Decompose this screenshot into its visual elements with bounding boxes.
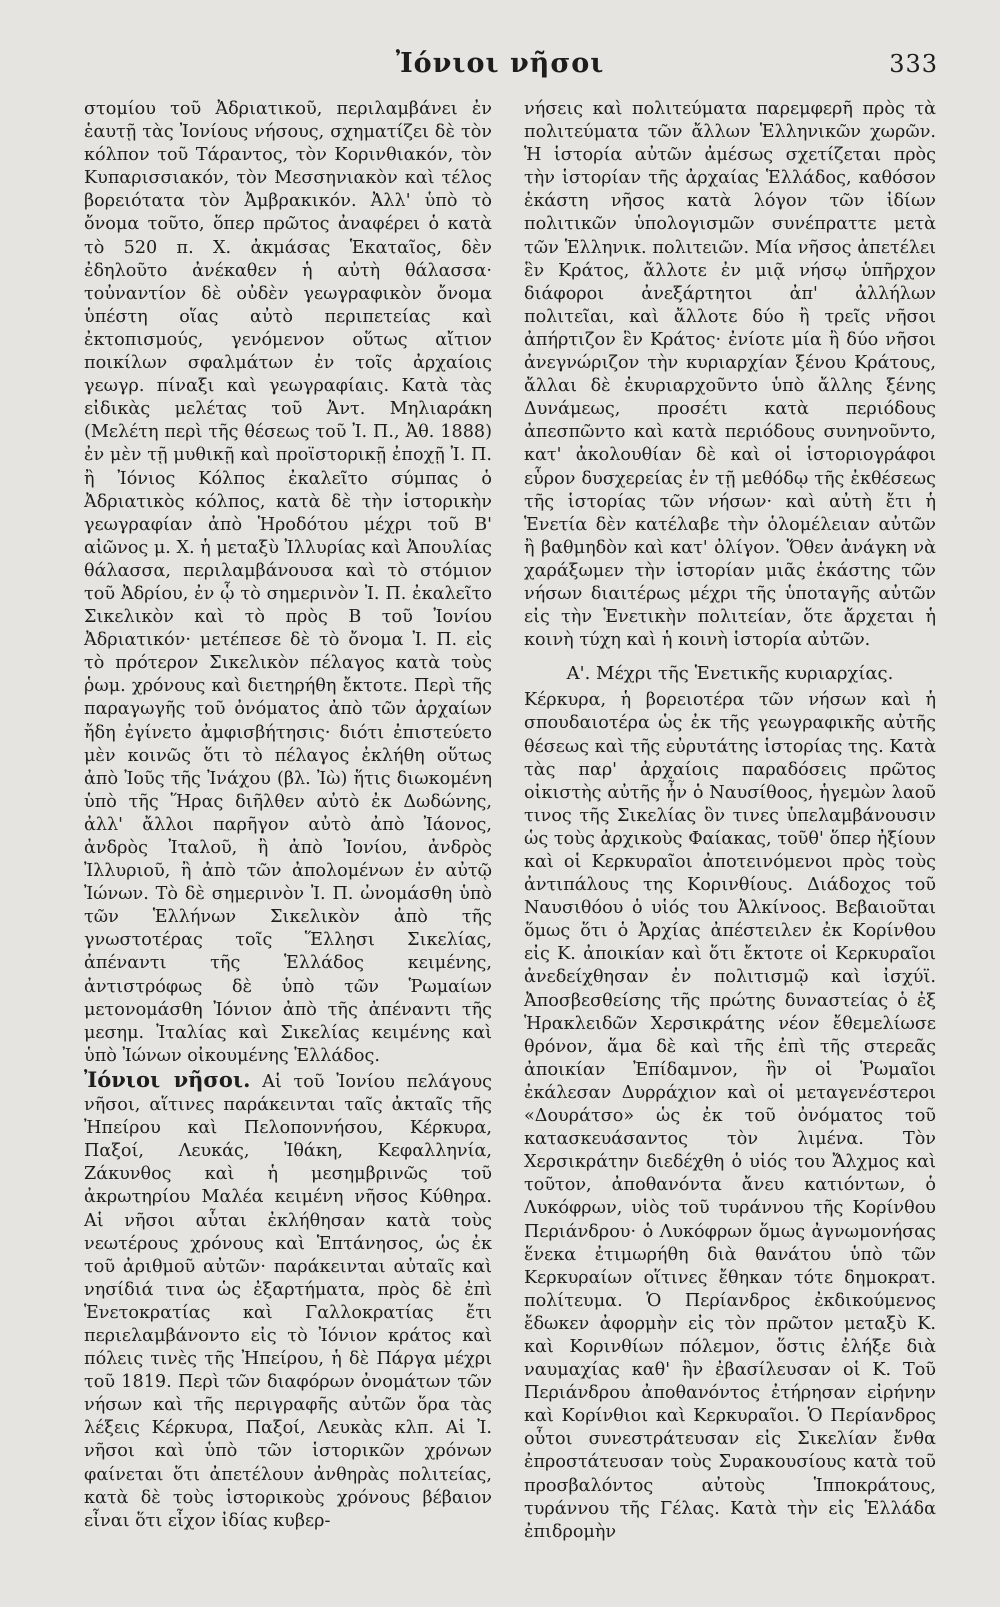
paragraph-ionian-islands: [84, 1068, 492, 1533]
page-number: 333: [889, 50, 938, 78]
entry-headword: Ἰόνιοι νῆσοι.: [84, 1066, 251, 1092]
entry-body: Αἱ τοῦ Ἰονίου πελάγους νῆσοι, αἵτινες παράκεινται ταῖς ἀκταῖς τῆς Ἠπείρου καὶ Πελοποννήσου, Κέρκυρα, Παξοί, Λευκάς, Ἰθάκη, Κεφαλληνία, Ζάκυνθος καὶ ἡ μεσημβρινῶς τοῦ ἀκρωτηρίου Μαλέα κειμένη νῆσος Κύθηρα. Αἱ νῆσοι αὗται ἐκλήθησαν κατὰ τοὺς νεωτέρους χρόνους καὶ Ἑπτάνησος, ὡς ἐκ τοῦ ἀριθμοῦ αὐτῶν· παράκεινται αὐταῖς καὶ νησίδιά τινα ὡς ἐξαρτήματα, πρὸς δὲ ἐπὶ Ἑνετοκρατίας καὶ Γαλλοκρατίας ἔτι περιελαμβάνοντο εἰς τὸ Ἰόνιον κράτος καὶ πόλεις τινὲς τῆς Ἠπείρου, ἡ δὲ Πάργα μέχρι τοῦ 1819. Περὶ τῶν διαφόρων ὀνομάτων τῶν νήσων καὶ τῆς περιγραφῆς αὐτῶν ὅρα τὰς λέξεις Κέρκυρα, Παξοί, Λευκὰς κλπ. Αἱ Ἰ. νῆσοι καὶ ὑπὸ τῶν ἱστορικῶν χρόνων φαίνεται ὅτι ἀπετέλουν ἀνθηρὰς πολιτείας, κατὰ δὲ τοὺς ἱστορικοὺς χρόνους βέβαιον εἶναι ὅτι εἶχον ἰδίας κυβερ-: [84, 1071, 492, 1531]
paragraph-history-intro: νήσεις καὶ πολιτεύματα παρεμφερῆ πρὸς τὰ πολιτεύματα τῶν ἄλλων Ἑλληνικῶν χωρῶν. Ἡ ἱστορία αὐτῶν ἀμέσως σχετίζεται πρὸς τὴν ἱστορίαν τῆς ἀρχαίας Ἑλλάδος, καθόσον ἑκάστη νῆσος κατὰ λόγον τῶν ἰδίων πολιτικῶν ὑπολογισμῶν συνέπραττε μετὰ τῶν Ἑλληνικ. πολιτειῶν. Μία νῆσος ἀπετέλει ἓν Κράτος, ἄλλοτε ἐν μιᾷ νήσῳ ὑπῆρχον διάφοροι ἀνεξάρτητοι ἀπ' ἀλλήλων πολιτεῖαι, καὶ ἄλλοτε δύο ἢ τρεῖς νῆσοι ἀπήρτιζον ἓν Κράτος· ἐνίοτε μία ἢ δύο νῆσοι ἀνεγνώριζον τὴν κυριαρχίαν ξένου Κράτους, ἄλλαι δὲ ἐκυριαρχοῦντο ὑπὸ ἄλλης ξένης Δυνάμεως, προσέτι κατὰ περιόδους ἀπεσπῶντο καὶ κατὰ περιόδους συνηνοῦντο, κατ' ἀκολουθίαν δὲ καὶ οἱ ἱστοριογράφοι εὗρον δυσχερείας ἐν τῇ μεθόδῳ τῆς ἐκθέσεως τῆς ἱστορίας τῶν νήσων· καὶ αὐτὴ ἔτι ἡ Ἑνετία δὲν κατέλαβε τὴν ὁλομέλειαν αὐτῶν ἢ βαθμηδὸν καὶ κατ' ὀλίγον. Ὅθεν ἀνάγκη νὰ χαράξωμεν τὴν ἱστορίαν μιᾶς ἑκάστης τῶν νήσων διαιτέρως μέχρι τῆς ὑποταγῆς αὐτῶν εἰς τὴν Ἑνετικὴν πολιτείαν, ὅτε ἄρχεται ἡ κοινὴ τύχη καὶ ἡ κοινὴ ἱστορία αὐτῶν.: [524, 99, 936, 651]
running-head: [0, 48, 1000, 88]
section-heading: Α'. Μέχρι τῆς Ἑνετικῆς κυριαρχίας.: [566, 663, 894, 685]
right-column: [524, 98, 936, 1544]
running-title: Ἰόνιοι νῆσοι: [395, 48, 605, 79]
left-column: [84, 98, 492, 1533]
paragraph-ionian-sea: στομίου τοῦ Ἀδριατικοῦ, περιλαμβάνει ἐν ἑαυτῇ τὰς Ἰονίους νήσους, σχηματίζει δὲ τὸν κόλπον τοῦ Τάραντος, τὸν Κορινθιακόν, τὸν Κυπαρισσιακόν, τὸν Μεσσηνιακὸν καὶ τέλος βορειότατα τὸν Ἀμβρακικόν. Ἀλλ' ὑπὸ τὸ ὄνομα τοῦτο, ὅπερ πρῶτος ἀναφέρει ὁ κατὰ τὸ 520 π. Χ. ἀκμάσας Ἑκαταῖος, δὲν ἐδηλοῦτο ἀνέκαθεν ἡ αὐτὴ θάλασσα· τοὐναντίον δὲ οὐδὲν γεωγραφικὸν ὄνομα ὑπέστη οἵας αὐτὸ περιπετείας καὶ ἐκτοπισμούς, γενόμενον οὕτως αἴτιον ποικίλων σφαλμάτων ἐν τοῖς ἀρχαίοις γεωγρ. πίναξι καὶ γεωγραφίαις. Κατὰ τὰς εἰδικὰς μελέτας τοῦ Ἀντ. Μηλιαράκη (Μελέτη περὶ τῆς θέσεως τοῦ Ἰ. Π., Ἀθ. 1888) ἐν μὲν τῇ μυθικῇ καὶ προϊστορικῇ ἐποχῇ Ἰ. Π. ἢ Ἰόνιος Κόλπος ἐκαλεῖτο σύμπας ὁ Ἀδριατικὸς κόλπος, κατὰ δὲ τὴν ἱστορικὴν γεωγραφίαν ἀπὸ Ἡροδότου μέχρι τοῦ Β' αἰῶνος μ. Χ. ἡ μεταξὺ Ἰλλυρίας καὶ Ἀπουλίας θάλασσα, περιλαμβάνουσα καὶ τὸ στόμιον τοῦ Ἀδρίου, ἐν ᾧ τὸ σημερινὸν Ἰ. Π. ἐκαλεῖτο Σικελικὸν καὶ τὸ πρὸς Β τοῦ Ἰονίου Ἀδριατικόν· μετέπεσε δὲ τὸ ὄνομα Ἰ. Π. εἰς τὸ πρότερον Σικελικὸν πέλαγος κατὰ τοὺς ῥωμ. χρόνους καὶ διετηρήθη ἔκτοτε. Περὶ τῆς παραγωγῆς τοῦ ὀνόματος ἀπὸ τῶν ἀρχαίων ἤδη ἐγίνετο ἀμφισβήτησις· διότι ἐπιστεύετο μὲν κοινῶς ὅτι τὸ πέλαγος ἐκλήθη οὕτως ἀπὸ Ἰοῦς τῆς Ἰνάχου (βλ. Ἰὼ) ἥτις διωκομένη ὑπὸ τῆς Ἥρας διῆλθεν αὐτὸ ἐκ Δωδώνης, ἀλλ' ἄλλοι παρῆγον αὐτὸ ἀπὸ Ἰάονος, ἀνδρὸς Ἰταλοῦ, ἢ ἀπὸ Ἰονίου, ἀνδρὸς Ἰλλυριοῦ, ἢ ἀπὸ τῶν ἀπολομένων ἐν αὐτῷ Ἰώνων. Τὸ δὲ σημερινὸν Ἰ. Π. ὠνομάσθη ὑπὸ τῶν Ἑλλήνων Σικελικὸν ἀπὸ τῆς γνωστοτέρας τοῖς Ἕλλησι Σικελίας, ἀπέναντι τῆς Ἑλλάδος κειμένης, ἀντιστρόφως δὲ ὑπὸ τῶν Ῥωμαίων μετονομάσθη Ἰόνιον ἀπὸ τῆς ἀπέναντι τῆς μεσημ. Ἰταλίας καὶ Σικελίας κειμένης καὶ ὑπὸ Ἰώνων οἰκουμένης Ἑλλάδος.: [84, 99, 492, 1066]
paragraph-kerkyra: Κέρκυρα, ἡ βορειοτέρα τῶν νήσων καὶ ἡ σπουδαιοτέρα ὡς ἐκ τῆς γεωγραφικῆς αὐτῆς θέσεως καὶ τῆς εὐρυτάτης ἱστορίας της. Κατὰ τὰς παρ' ἀρχαίοις παραδόσεις πρῶτος οἰκιστὴς αὐτῆς ἦν ὁ Ναυσίθοος, ἡγεμὼν λαοῦ τινος τῆς Σικελίας ὃν τινες ὑπελαμβάνουσιν ὡς τοὺς ἀρχικοὺς Φαίακας, τοῦθ' ὅπερ ἠξίουν καὶ οἱ Κερκυραῖοι ἀποτεινόμενοι πρὸς τοὺς ἀντιπάλους της Κορινθίους. Διάδοχος τοῦ Ναυσιθόου ὁ υἱός του Ἀλκίνοος. Βεβαιοῦται ὅμως ὅτι ὁ Ἀρχίας ἀπέστειλεν ἐκ Κορίνθου εἰς Κ. ἀποικίαν καὶ ὅτι ἔκτοτε οἱ Κερκυραῖοι ἀνεδείχθησαν ἐν πολιτισμῷ καὶ ἰσχύϊ. Ἀποσβεσθείσης τῆς πρώτης δυναστείας ὁ ἐξ Ἡρακλειδῶν Χερσικράτης νέον ἔθεμελίωσε θρόνον, ἅμα δὲ καὶ τῆς ἐπὶ τῆς στερεᾶς ἀποικίαν Ἐπίδαμνον, ἣν οἱ Ῥωμαῖοι ἐκάλεσαν Δυρράχιον καὶ οἱ μεταγενέστεροι «Δουράτσο» ὡς ἐκ τοῦ ὀνόματος τοῦ κατασκευάσαντος τὸν λιμένα. Τὸν Χερσικράτην διεδέχθη ὁ υἱός του Ἄλχμος καὶ τοῦτον, ἀποθανόντα ἄνευ κατιόντων, ὁ Λυκόφρων, υἱὸς τοῦ τυράννου τῆς Κορίνθου Περιάνδρου· ὁ Λυκόφρων ὅμως ἀγνωμονήσας ἕνεκα ἐτιμωρήθη διὰ θανάτου ὑπὸ τῶν Κερκυραίων οἵτινες ἔθηκαν τότε δημοκρατ. πολίτευμα. Ὁ Περίανδρος ἐκδικούμενος ἔδωκεν ἀφορμὴν εἰς τὸν πρῶτον μεταξὺ Κ. καὶ Κορινθίων πόλεμον, ὅστις ἐλήξε διὰ ναυμαχίας καθ' ἣν ἐβασίλευσαν οἱ Κ. Τοῦ Περιάνδρου ἀποθανόντος ἐτήρησαν εἰρήνην καὶ Κορίνθιοι καὶ Κερκυραῖοι. Ὁ Περίανδρος οὗτοι συνεστράτευσαν εἰς Σικελίαν ἔνθα ἐπροστάτευσαν τοὺς Συρακουσίους κατὰ τοῦ προσβαλόντος αὐτοὺς Ἱπποκράτους, τυράννου τῆς Γέλας. Κατὰ τὴν εἰς Ἑλλάδα ἐπιδρομὴν: [524, 690, 936, 1542]
